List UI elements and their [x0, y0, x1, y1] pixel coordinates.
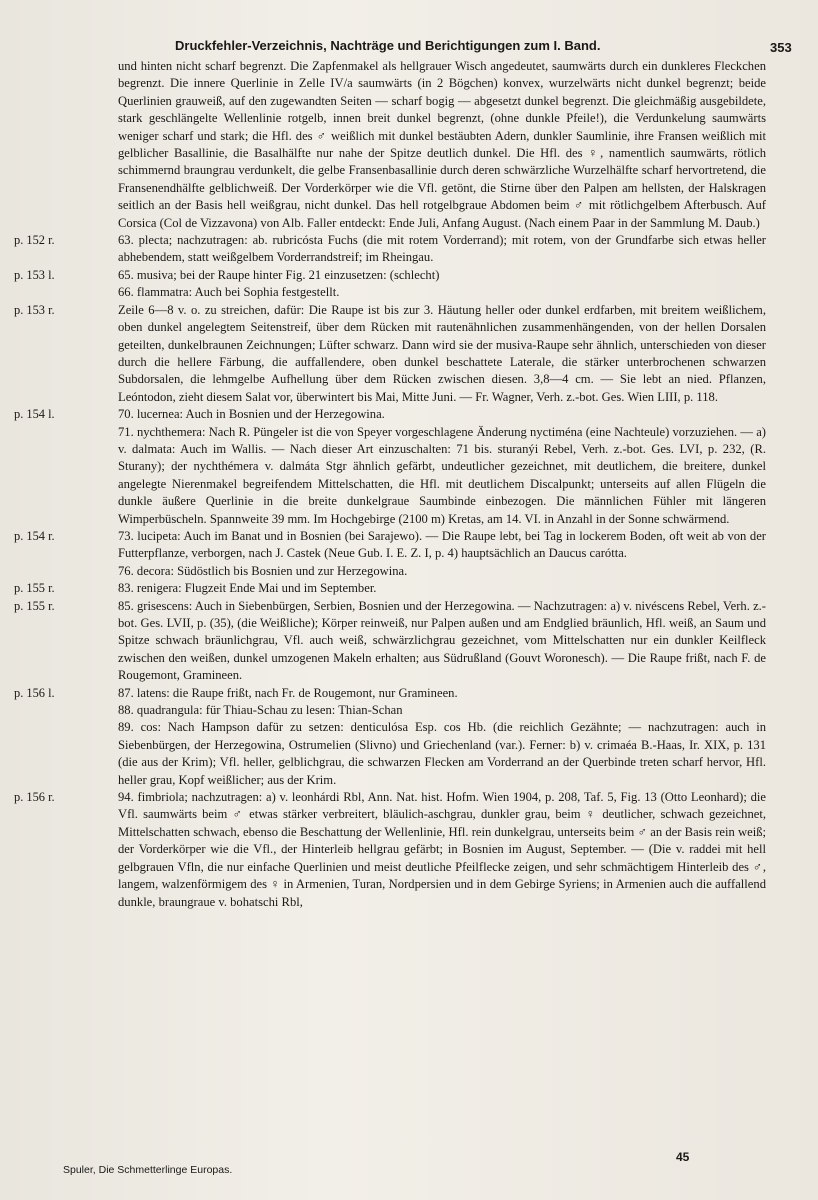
entry-text: 70. lucernea: Auch in Bosnien und der Herzegowina.: [118, 407, 385, 422]
entry-text: 65. musiva; bei der Raupe hinter Fig. 21 einzusetzen: (schlecht): [118, 267, 440, 282]
entry-quadrangula: [0, 702, 818, 719]
entry-page-ref: p. 156 r.: [14, 790, 55, 805]
entry-flammatra: [0, 284, 818, 301]
entry-text: 88. quadrangula: für Thiau-Schau zu lesen: Thian-Schan: [118, 703, 403, 718]
page-footer: [0, 1150, 818, 1190]
page-header: [0, 38, 818, 58]
entry-cos: [0, 719, 818, 789]
entry-musiva: [0, 267, 818, 284]
running-title: Druckfehler-Verzeichnis, Nachträge und Berichtigungen zum I. Band.: [175, 38, 601, 53]
entry-text: 83. renigera: Flugzeit Ende Mai und im September.: [118, 581, 377, 596]
page-number: 353: [770, 40, 792, 55]
entry-page-ref: p. 155 r.: [14, 598, 55, 613]
entry-text: 73. lucipeta: Auch im Banat und in Bosnien (bei Sarajewo). — Die Raupe lebt, bei Tag in lockerem Boden, oft weit ab von der Futterpflanze, verborgen, nach J. Castek (Neue Gub. I. E. Z. I, p. 4) hauptsächlich an Daucus carótta.: [118, 528, 766, 561]
entry-text: und hinten nicht scharf begrenzt. Die Zapfenmakel als hellgrauer Wisch angedeutet, saumwärts durch ein dunkleres Fleckchen begrenzt. Die innere Querlinie in Zelle IV/a saumwärts (in 2 Bögchen) konvex, wurzelwärts nicht dunkel begrenzt; beide Querlinien grauweiß, auf den zugewandten Seiten — scharf bogig — abgesetzt dunkel begrenzt. Die gleichmäßig ausgebildete, stark geschlängelte Wellenlinie rotgelb, innen breit dunkel begrenzt, (ohne dunkle Pfeile!), die Verdunkelung saumwärts weniger scharf und stark; die Hfl. des ♂ weißlich mit dunkel bestäubten Adern, dunkler Saumlinie, ihre Fransen weißlich mit gelblicher Basallinie, die Basalhälfte nur nahe der Spitze deutlich dunkel. Die Hfl. des ♀, namentlich saumwärts, rötlich schimmernd braungrau verdunkelt, die gelbe Fransenbasallinie durch deren schwärzliche Wurzelhälfte scharf hervortretend, die Fransenendhälfte gelblichweiß. Der Vorderkörper wie die Vfl. getönt, die Stirne über den Palpen am hellsten, der Halskragen seitlich an der Basis hell weißgrau, nicht dunkel. Das hell rotgelbgraue Abdomen beim ♂ mit rötlichgelbem Afterbusch. Auf Corsica (Col de Vizzavona) von Alb. Faller entdeckt: Ende Juli, Anfang August. (Nach einem Paar in der Sammlung M. Daub.): [118, 59, 766, 230]
entry-text: 94. fimbriola; nachzutragen: a) v. leonhárdi Rbl, Ann. Nat. hist. Hofm. Wien 1904, p. 208, Taf. 5, Fig. 13 (Otto Leonhard); die Vfl. saumwärts beim ♂ etwas stärker verbreitert, bläulich-aschgrau, dunkler grau, beim ♀ deutlicher, schwach gezeichnet, Mittelschatten schwach, ebenso die Beschattung der Wellenlinie, Hfl. rein dunkelgrau, unterseits beim ♂ an der Basis rein weiß; der Vorderkörper wie die Vfl., der Hinterleib hellgrau gefärbt; in Bosnien im August, September. — (Die v. raddei mit hell gelbgrauen Vfln, die nur einfache Querlinien und meist deutliche Pfeilflecke zeigen, und sehr schmächtigem Hinterleib des ♂, langem, walzenförmigem des ♀ in Armenien, Turan, Nordpersien und in dem Gebirge Syriens; in Armenien auch die auffallend dunkle, braungraue v. bohatschi Rbl,: [118, 790, 766, 909]
entry-fimbriola: [0, 789, 818, 911]
entry-latens: [0, 685, 818, 702]
entry-grisescens: [0, 598, 818, 685]
signature-mark: 45: [676, 1150, 690, 1164]
entry-nychthemera: [0, 424, 818, 528]
entry-page-ref: p. 153 r.: [14, 302, 55, 317]
entry-page-ref: p. 155 r.: [14, 581, 55, 596]
entry-text: 87. latens: die Raupe frißt, nach Fr. de Rougemont, nur Gramineen.: [118, 685, 458, 700]
entry-text: Zeile 6—8 v. o. zu streichen, dafür: Die Raupe ist bis zur 3. Häutung heller oder dunkel erdfarben, mit breitem weißlichem, oben dunkel angelegtem Seitenstreif, über dem Rücken mit rautenähnlichen zusammenhängenden, von der hellen Dorsalen geteilten, dunkelbraunen Zeichnungen; Lüfter schwarz. Dann wird sie der musiva-Raupe sehr ähnlich, unterschieden von dieser durch die hellere Färbung, die auffallendere, oben dunkel beschattete Laterale, die stärker unterbrochenen schwarzen Subdorsalen, die lehmgelbe Aufhellung über dem Rücken zwischen diesen. 3,8—4 cm. — Sie lebt an nied. Pflanzen, Leóntodon, zieht diesem Salat vor, überwintert bis Mai, Mitte Juni. — Fr. Wagner, Verh. z.-bot. Ges. Wien LIII, p. 118.: [118, 302, 766, 404]
entry-text: 71. nychthemera: Nach R. Püngeler ist die von Speyer vorgeschlagene Änderung nyctiména (eine Nachteule) vorzuziehen. — a) v. dalmata: Auch im Wallis. — Nach dieser Art einzuschalten: 71 bis. sturanýi Rebel, Verh. z.-bot. Ges. LVI, p. 232, (R. Sturany); der nychthémera v. dalmáta Stgr ähnlich gefärbt, undeutlicher gezeichnet, mit deutlichem, die breitere, dunkel angelegte Nierenmakel begreifendem Mittelschatten, die Hfl. mit deutlichem Discalpunkt; unterseits auf allen Flügeln die dunkle äußere Querlinie in die breite dunkelgraue Saumbinde einbezogen. Die männlichen Fühler mit längeren Wimperbüscheln. Spannweite 39 mm. Im Hochgebirge (2100 m) Kretas, am 14. VI. in Anzahl in der Sonne schwärmend.: [118, 424, 766, 526]
entry-continuation: [0, 58, 818, 232]
entry-lucernea: [0, 406, 818, 423]
entry-renigera: [0, 580, 818, 597]
entry-text: 85. grisescens: Auch in Siebenbürgen, Serbien, Bosnien und der Herzegowina. — Nachzutragen: a) v. nivéscens Rebel, Verh. z.-bot. Ges. LVII, p. (35), (die Weißliche); Körper reinweiß, nur Palpen außen und am Endglied bräunlich, Hfl. weiß, an Saum und Spitze schwach bräunlichgrau, Vfl. auch weiß, schwärzlichgrau gezeichnet, vom Mittelschatten nur ein dunkler Keilfleck zwischen den weißen, dunkel umzogenen Makeln erhalten; aus Südrußland (Gouvt Woronesch). — Die Raupe frißt, nach F. de Rougemont, Gramineen.: [118, 598, 766, 683]
entry-text: 76. decora: Südöstlich bis Bosnien und zur Herzegowina.: [118, 563, 408, 578]
entry-zeile-correction: [0, 302, 818, 406]
entry-decora: [0, 563, 818, 580]
entry-lucipeta: [0, 528, 818, 563]
entry-page-ref: p. 156 l.: [14, 685, 55, 700]
entry-text: 89. cos: Nach Hampson dafür zu setzen: denticulósa Esp. cos Hb. (die reichlich Gezähnte; — nachzutragen: auch in Siebenbürgen, der Herzegowina, Ostrumelien (Slivno) und Griechenland (var.). Ferner: b) v. crimaéa B.-Haas, Ir. XIX, p. 131 (die aus der Krim); Vfl. heller, gelblichgrau, die schwarzen Flecken am Vorderrand an der Querbinde treten scharf hervor, Hfl. heller grau, Kopf weißlicher; aus der Krim.: [118, 720, 766, 787]
entry-page-ref: p. 154 r.: [14, 528, 55, 543]
entry-page-ref: p. 153 l.: [14, 267, 55, 282]
page-body: [0, 58, 818, 911]
entry-page-ref: p. 154 l.: [14, 407, 55, 422]
entry-text: 66. flammatra: Auch bei Sophia festgestellt.: [118, 285, 340, 300]
entry-page-ref: p. 152 r.: [14, 233, 55, 248]
footer-author: Spuler, Die Schmetterlinge Europas.: [63, 1164, 233, 1176]
entry-text: 63. plecta; nachzutragen: ab. rubricósta Fuchs (die mit rotem Vorderrand); mit rotem, von der Grundfarbe sich etwas heller abhebendem, statt weißgelbem Vorderrandstreif; im Rheingau.: [118, 233, 766, 265]
entry-plecta: [0, 232, 818, 267]
